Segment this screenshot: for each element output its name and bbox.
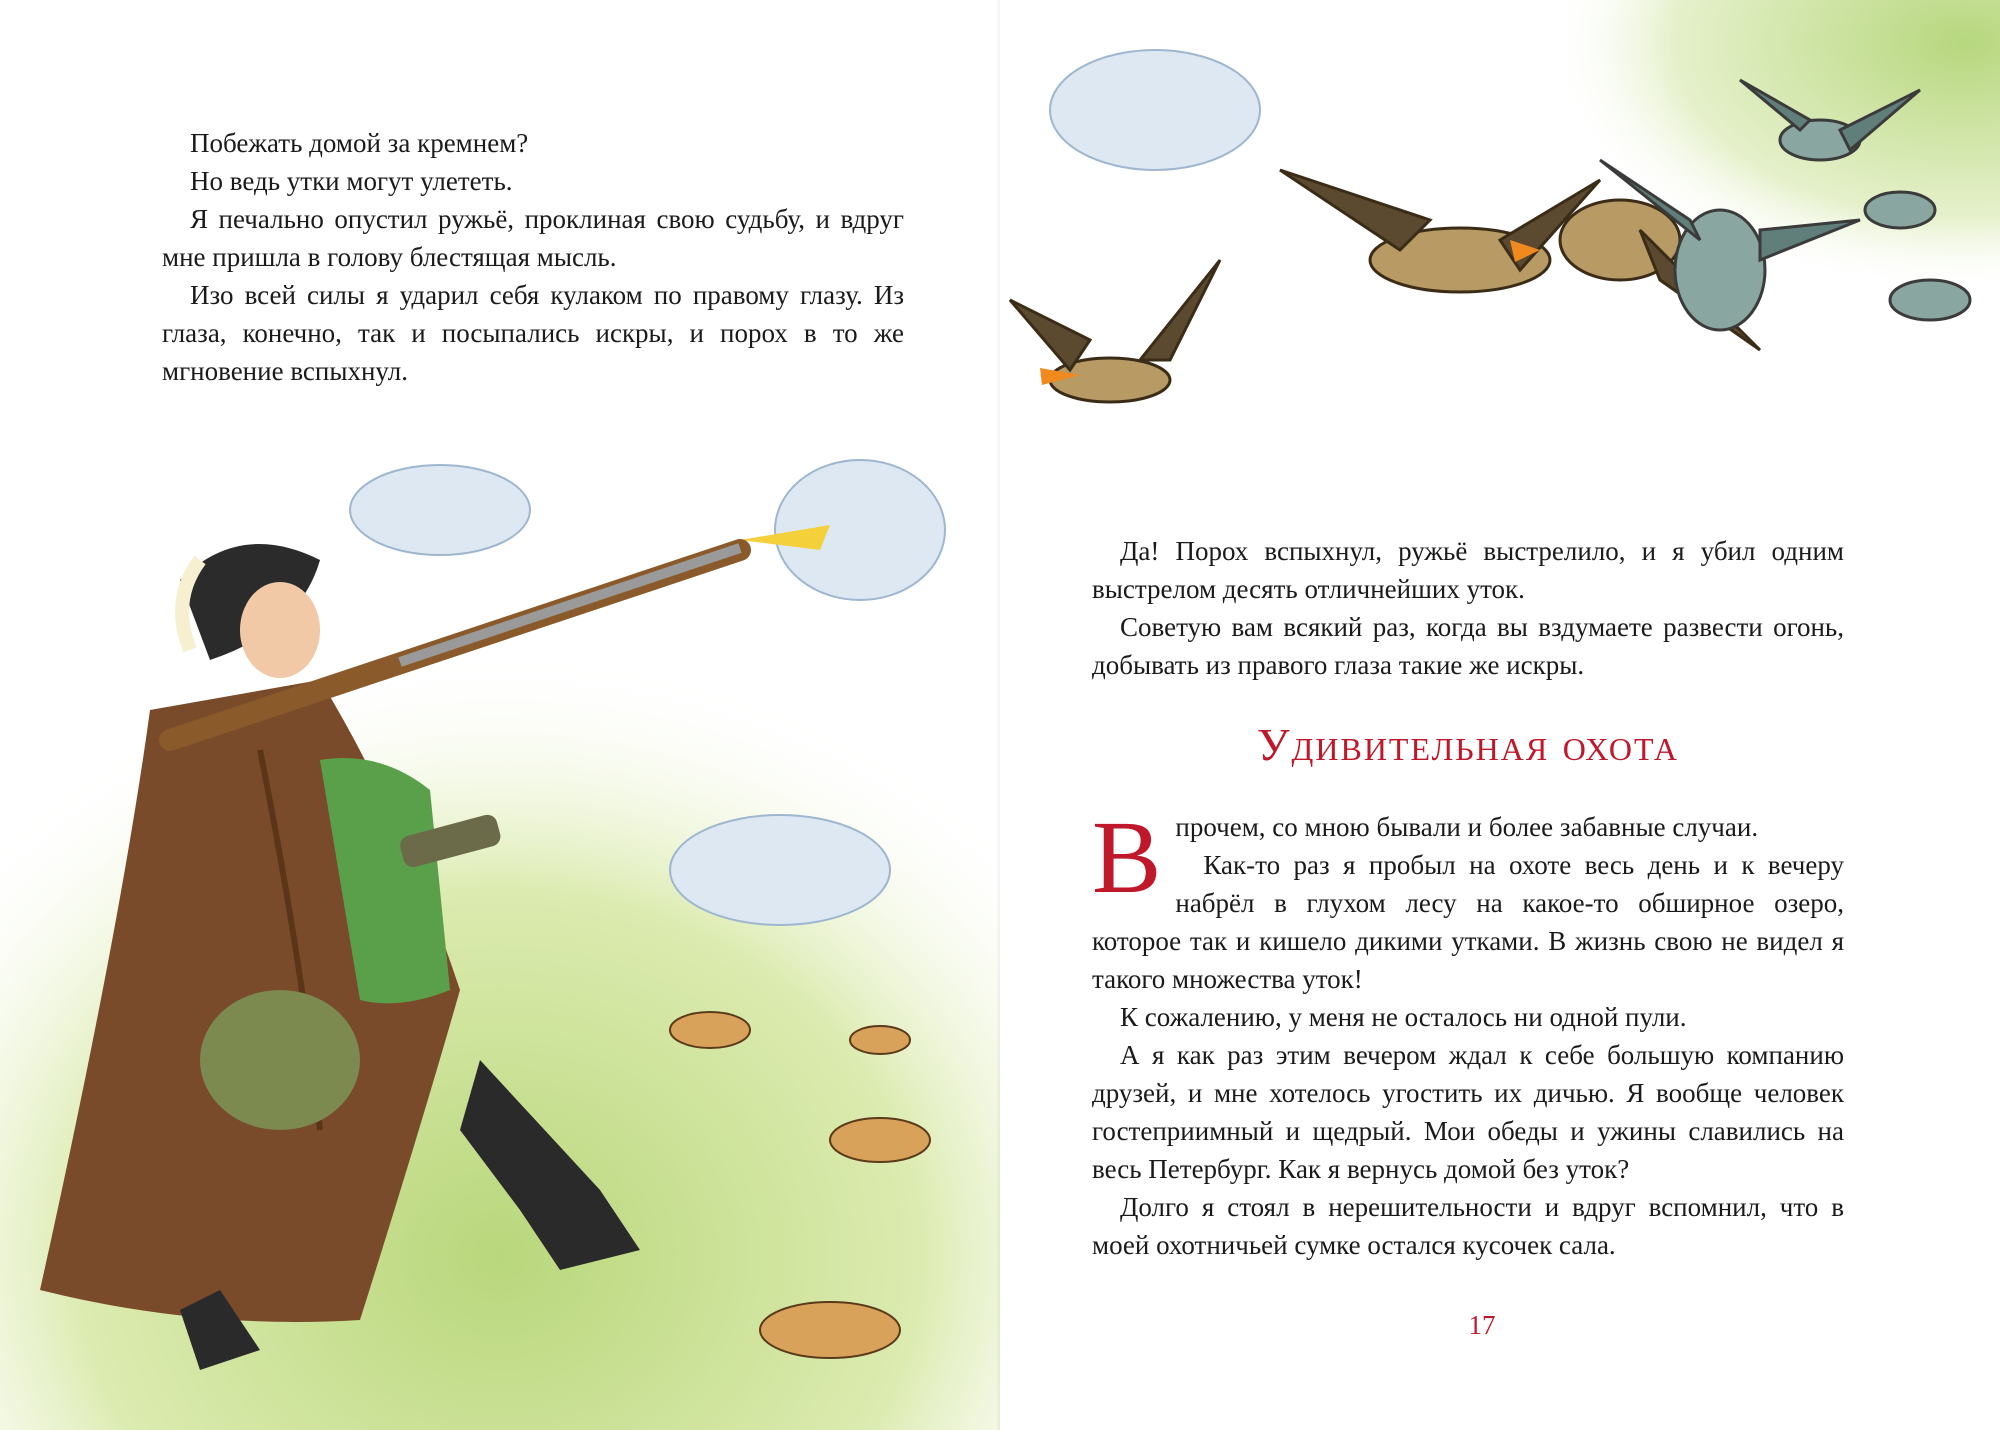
paragraph: К сожалению, у меня не осталось ни одной пули. — [1120, 1002, 1687, 1032]
chapter-text — [1092, 800, 1844, 1264]
drop-cap: В — [1092, 800, 1162, 915]
paragraph: Как-то раз я пробыл на охоте весь день и к вечеру набрёл в глухом лесу на какое-то обширное озеро, которое так и кишело дикими утками. В жизнь свою не видел я такого множества уток! — [1092, 850, 1844, 994]
cloud-icon — [1050, 50, 1260, 170]
paragraph: Но ведь утки могут улететь. — [190, 166, 513, 196]
paragraph: А я как раз этим вечером ждал к себе большую компанию друзей, и мне хотелось угостить их дичью. Я вообще человек гостеприимный и щедрый. Мои обеды и ужины славились на весь Петербург. Как я вернусь домой без уток? — [1092, 1040, 1844, 1184]
paragraph: Изо всей силы я ударил себя кулаком по правому глазу. Из глаза, конечно, так и посыпались искры, и порох в то же мгновение вспыхнул. — [162, 280, 904, 386]
ducks-illustration — [1000, 0, 2000, 500]
first-paragraph — [1092, 800, 1844, 915]
paragraph: Советую вам всякий раз, когда вы вздумаете развести огонь, добывать из правого глаза такие же искры. — [1092, 612, 1844, 680]
page-number: 17 — [1468, 1310, 1496, 1340]
paragraph: Я печально опустил ружьё, проклиная свою судьбу, и вдруг мне пришла в голову блестящая мысль. — [162, 204, 904, 272]
paragraph: Да! Порох вспыхнул, ружьё выстрелило, и я убил одним выстрелом десять отличнейших уток. — [1092, 536, 1844, 604]
left-page-text — [162, 124, 904, 390]
paragraph: Побежать домой за кремнем? — [190, 128, 529, 158]
hunter-illustration — [0, 430, 1000, 1430]
chapter-title: Удивительная охота — [1256, 719, 1680, 770]
right-page — [1000, 0, 2000, 1430]
first-paragraph-text: прочем, со мною бывали и более забавные случаи. — [1175, 812, 1759, 842]
paragraph: Долго я стоял в нерешительности и вдруг вспомнил, что в моей охотничьей сумке остался кусочек сала. — [1092, 1192, 1844, 1260]
right-page-top-text — [1092, 532, 1844, 684]
